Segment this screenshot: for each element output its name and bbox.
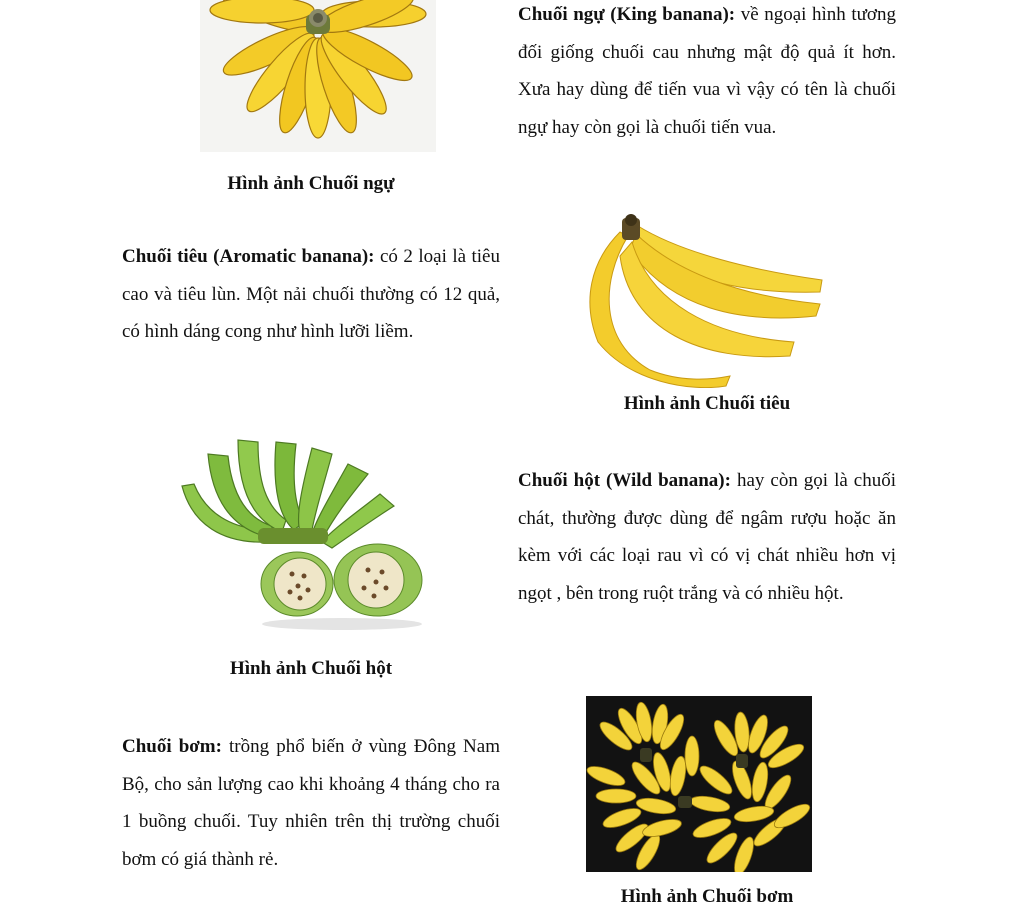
wild-banana-text: hay còn gọi là chuối chát, thường được dùng để ngâm rượu hoặc ăn kèm với các loại rau vì có vị chát nhiều hơn vị ngọt , bên trong ruột trắng và có nhiều hột.	[518, 470, 896, 604]
pump-banana-image	[586, 696, 812, 872]
king-banana-text: về ngoại hình tương đối giống chuối cau nhưng mật độ quả ít hơn. Xưa hay dùng để tiến vua vì vậy có tên là chuối ngự hay còn gọi là chuối tiến vua.	[518, 4, 896, 138]
pump-banana-caption: Hình ảnh Chuối bơm	[620, 886, 794, 907]
wild-banana-image	[172, 434, 434, 634]
pump-banana-title: Chuối bơm:	[122, 736, 222, 757]
aromatic-banana-description	[122, 238, 500, 351]
king-banana-caption: Hình ảnh Chuối ngự	[227, 173, 395, 194]
king-banana-title: Chuối ngự (King banana):	[518, 4, 736, 25]
aromatic-banana-text: có 2 loại là tiêu cao và tiêu lùn. Một nải chuối thường có 12 quả, có hình dáng cong như hình lưỡi liềm.	[122, 246, 500, 342]
aromatic-banana-title: Chuối tiêu (Aromatic banana):	[122, 246, 375, 267]
wild-banana-description	[518, 462, 896, 612]
wild-banana-title: Chuối hột (Wild banana):	[518, 470, 731, 491]
pump-banana-text: trồng phổ biến ở vùng Đông Nam Bộ, cho sản lượng cao khi khoảng 4 tháng cho ra 1 buồng chuối. Tuy nhiên trên thị trường chuối bơm có giá thành rẻ.	[122, 736, 500, 870]
king-banana-description	[518, 0, 896, 146]
wild-banana-caption: Hình ảnh Chuối hột	[229, 658, 393, 679]
pump-banana-description	[122, 728, 500, 878]
aromatic-banana-image	[580, 212, 830, 388]
aromatic-banana-caption: Hình ảnh Chuối tiêu	[623, 393, 791, 414]
king-banana-image	[200, 0, 436, 152]
